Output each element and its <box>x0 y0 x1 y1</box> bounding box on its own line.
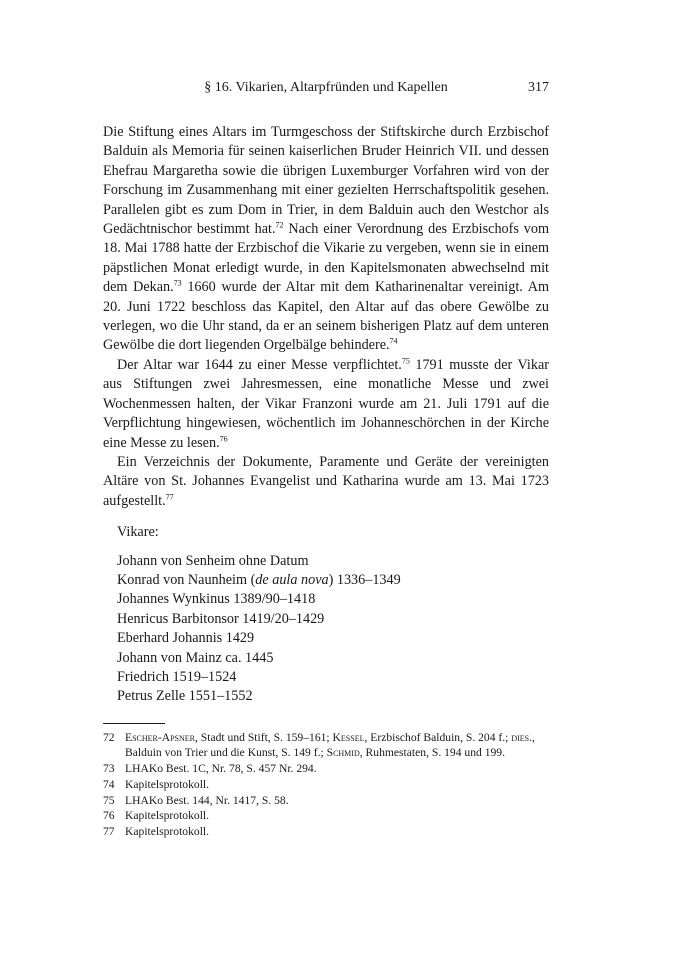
paragraph-2-text-a: Der Altar war 1644 zu einer Messe verpflichtet. <box>117 356 402 373</box>
footnote-number: 77 <box>103 825 115 838</box>
author-name: Kessel <box>332 730 365 744</box>
footnote-number: 74 <box>103 777 115 791</box>
footnotes <box>103 730 549 840</box>
paragraph-3-text: Ein Verzeichnis der Dokumente, Paramente und Geräte der vereinigten Altäre von St. Johannes Evangelist und Katharina wurde am 13. Mai 1723 aufgestellt. <box>103 453 549 509</box>
main-text <box>103 123 549 511</box>
list-item <box>117 571 549 590</box>
footnote-text: LHAKo Best. 1C, Nr. 78, S. 457 Nr. 294. <box>125 762 317 776</box>
list-item: Johann von Mainz ca. 1445 <box>117 649 274 666</box>
paragraph-2-text-b: 1791 musste der Vikar aus Stiftungen zwei Jahresmessen, eine monatliche Messe und zwei Wochenmessen halten, der Vikar Franzoni wurde am 21. Juli 1791 auf die Verpflichtung hingewiesen, wöchentlich im Johanneschörchen in der Kirche eine Messe zu lesen. <box>103 356 549 451</box>
paragraph-1-text-b: Nach einer Verordnung des Erzbischofs vom 18. Mai 1788 hatte der Erzbischof die Vikarie zu vergeben, wenn sie in einem päpstlichen Monat erledigt wurde, in den Kapitelsmonaten abwechselnd mit dem Dekan. <box>103 221 549 296</box>
paragraph-2 <box>103 356 549 453</box>
footnote-74 <box>103 777 549 793</box>
footnote-text: Kapitelsprotokoll. <box>125 825 210 838</box>
list-item: Eberhard Johannis 1429 <box>117 630 255 647</box>
footnote-72 <box>103 730 549 761</box>
list-item: Friedrich 1519–1524 <box>117 668 237 685</box>
list-item: Johann von Senheim ohne Datum <box>117 552 309 569</box>
running-head <box>103 80 549 104</box>
footnote-number: 76 <box>103 809 115 823</box>
author-name: dies. <box>511 730 532 744</box>
footnote-75 <box>103 793 549 809</box>
page-number: 317 <box>528 80 549 95</box>
vikare-list <box>103 552 549 707</box>
footnote-73 <box>103 761 549 777</box>
footnote-ref-77[interactable]: 77 <box>165 491 174 501</box>
list-item-text: Konrad von Naunheim ( <box>117 571 256 588</box>
footnote-text: Kapitelsprotokoll. <box>125 809 210 823</box>
list-item: Henricus Barbitonsor 1419/20–1429 <box>117 610 325 627</box>
paragraph-1-text-c: 1660 wurde der Altar mit dem Katharinenaltar vereinigt. Am 20. Juni 1722 beschloss das Kapitel, den Altar auf das obere Gewölbe zu verlegen, wo die Uhr stand, da er an seinem bisherigen Platz auf dem unteren Gewölbe die dort liegenden Orgelbälge behindere. <box>103 279 549 354</box>
vikare-heading: Vikare: <box>117 524 159 541</box>
footnote-number: 72 <box>103 730 115 744</box>
footnote-ref-73[interactable]: 73 <box>173 278 182 288</box>
footnote-77 <box>103 824 549 840</box>
footnote-divider <box>103 723 165 724</box>
footnote-ref-76[interactable]: 76 <box>219 433 228 443</box>
paragraph-1 <box>103 123 549 356</box>
footnote-number: 75 <box>103 793 115 807</box>
citation-text: , Balduin von Trier und die Kunst, S. 149 f.; <box>125 730 535 760</box>
list-item-text: ) 1336–1349 <box>328 571 401 588</box>
list-item: Johannes Wynkinus 1389/90–1418 <box>117 591 316 608</box>
footnote-text: Kapitelsprotokoll. <box>125 777 210 791</box>
footnote-text: LHAKo Best. 144, Nr. 1417, S. 58. <box>125 793 289 807</box>
author-name: Escher-Apsner <box>125 730 195 744</box>
paragraph-1-text-a: Die Stiftung eines Altars im Turmgeschoss der Stiftskirche durch Erzbischof Balduin als Memoria für seinen kaiserlichen Bruder Heinrich VII. und dessen Ehefrau Margaretha sowie die übrigen Luxemburger Vorfahren wird von der Forschung im Zusammenhang mit einer gezielten Herrschaftspolitik gesehen. Parallelen gibt es zum Dom in Trier, in dem Balduin auch den Westchor als Gedächtnischor bestimmt hat. <box>103 124 549 238</box>
paragraph-3 <box>103 453 549 511</box>
author-name: Schmid <box>326 746 360 760</box>
citation-text: , Ruhmestaten, S. 194 und 199. <box>359 746 505 760</box>
running-title: § 16. Vikarien, Altarpfründen und Kapellen <box>204 80 448 95</box>
citation-text: , Stadt und Stift, S. 159–161; <box>195 730 333 744</box>
footnote-ref-75[interactable]: 75 <box>401 356 410 366</box>
list-item: Petrus Zelle 1551–1552 <box>117 688 253 705</box>
list-item-italic: de aula nova <box>255 571 329 588</box>
citation-text: , Erzbischof Balduin, S. 204 f.; <box>364 730 512 744</box>
page-content <box>103 80 549 840</box>
footnote-number: 73 <box>103 762 115 776</box>
footnote-76 <box>103 808 549 824</box>
footnote-ref-74[interactable]: 74 <box>389 336 398 346</box>
footnote-ref-72[interactable]: 72 <box>275 220 284 230</box>
footnote-text <box>125 730 549 761</box>
